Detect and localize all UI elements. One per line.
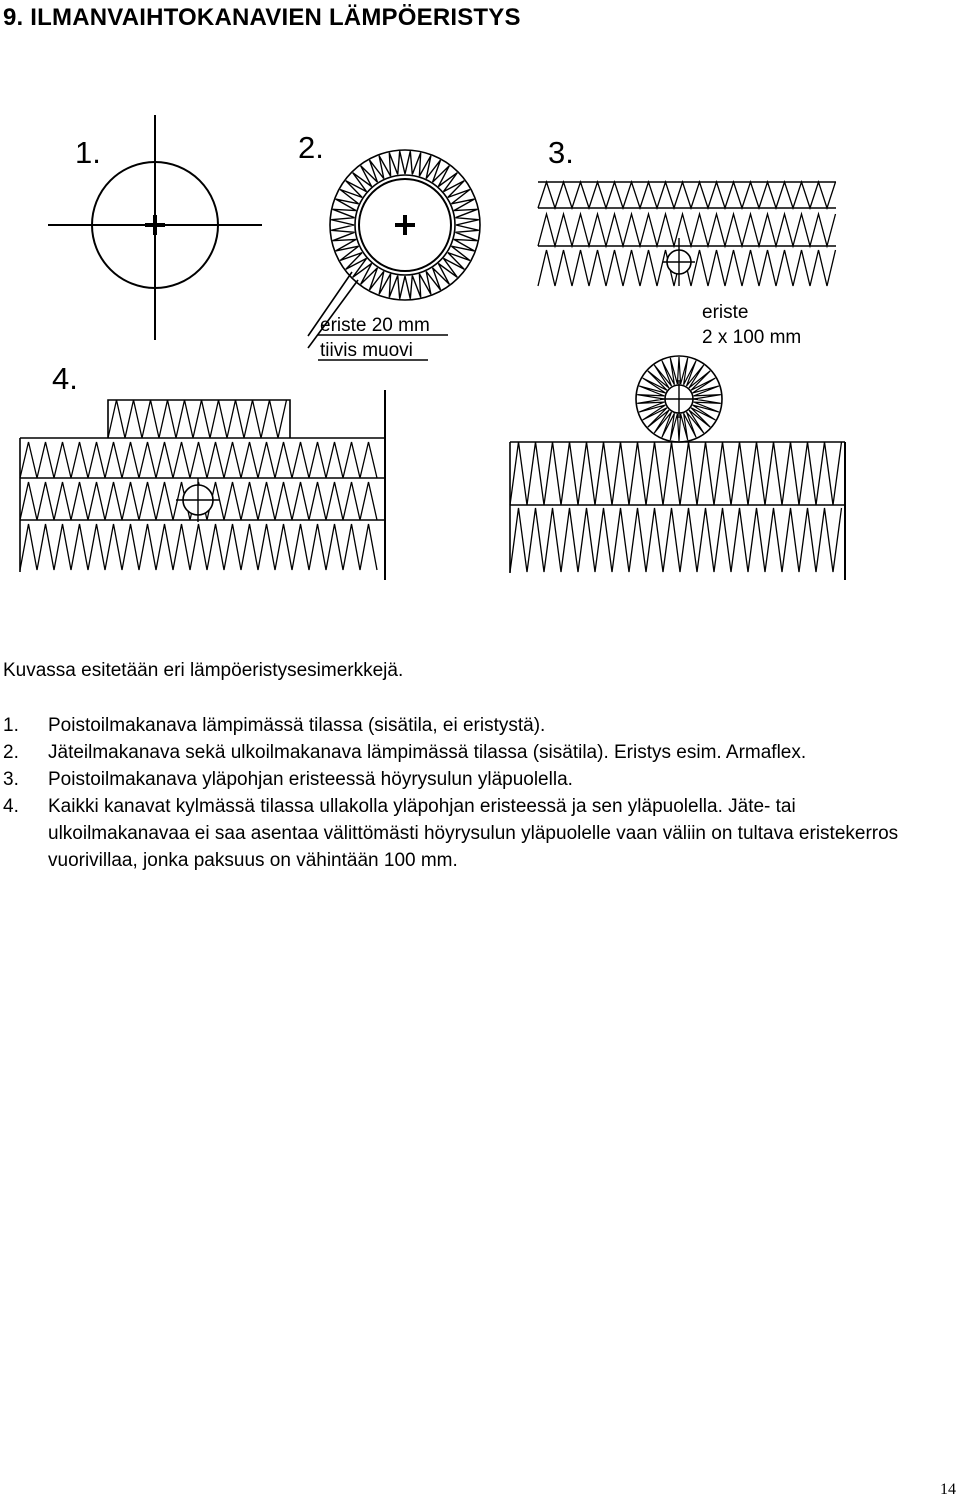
list-item-text: Kaikki kanavat kylmässä tilassa ullakolla yläpohjan eristeessä ja sen yläpuolella. Jäte- tai ulkoilmakanavaa ei saa asentaa välittömästi höyrysulun yläpuolelle vaan väliin on tultava eristekerros vuorivillaa, jonka paksuus on vähintään 100 mm. <box>48 796 899 871</box>
figure-label-2: 2. <box>298 130 324 165</box>
list-item-number: 4. <box>3 796 19 817</box>
list-item <box>3 793 903 874</box>
list-item-number: 1. <box>3 715 19 736</box>
figure-label-1: 1. <box>75 135 101 170</box>
figure-label-4: 4. <box>52 361 78 396</box>
callout-2-line-2: tiivis muovi <box>320 340 413 361</box>
insulation-figure <box>0 0 960 600</box>
callout-3-line-2: 2 x 100 mm <box>702 327 802 348</box>
list-item <box>3 712 903 739</box>
list-item-text: Poistoilmakanava lämpimässä tilassa (sisätila, ei eristystä). <box>48 715 546 736</box>
list-item-text: Poistoilmakanava yläpohjan eristeessä höyrysulun yläpuolella. <box>48 769 573 790</box>
callout-3-line-1: eriste <box>702 302 749 323</box>
list-item <box>3 739 903 766</box>
list-item <box>3 766 903 793</box>
intro-text: Kuvassa esitetään eri lämpöeristysesimerkkejä. <box>3 660 404 681</box>
page-number: 14 <box>940 1481 956 1498</box>
page-title: 9. ILMANVAIHTOKANAVIEN LÄMPÖERISTYS <box>3 4 521 31</box>
duct-3-in-insulation <box>538 182 836 286</box>
duct-4-attic-right <box>510 356 845 580</box>
duct-4-attic-left <box>20 390 385 580</box>
list-item-number: 2. <box>3 742 19 763</box>
callout-2-line-1: eriste 20 mm <box>320 315 430 336</box>
figure-label-3: 3. <box>548 135 574 170</box>
list-item-number: 3. <box>3 769 19 790</box>
list-item-text: Jäteilmakanava sekä ulkoilmakanava lämpimässä tilassa (sisätila). Eristys esim. Armaflex. <box>48 742 807 763</box>
example-list <box>3 712 903 874</box>
